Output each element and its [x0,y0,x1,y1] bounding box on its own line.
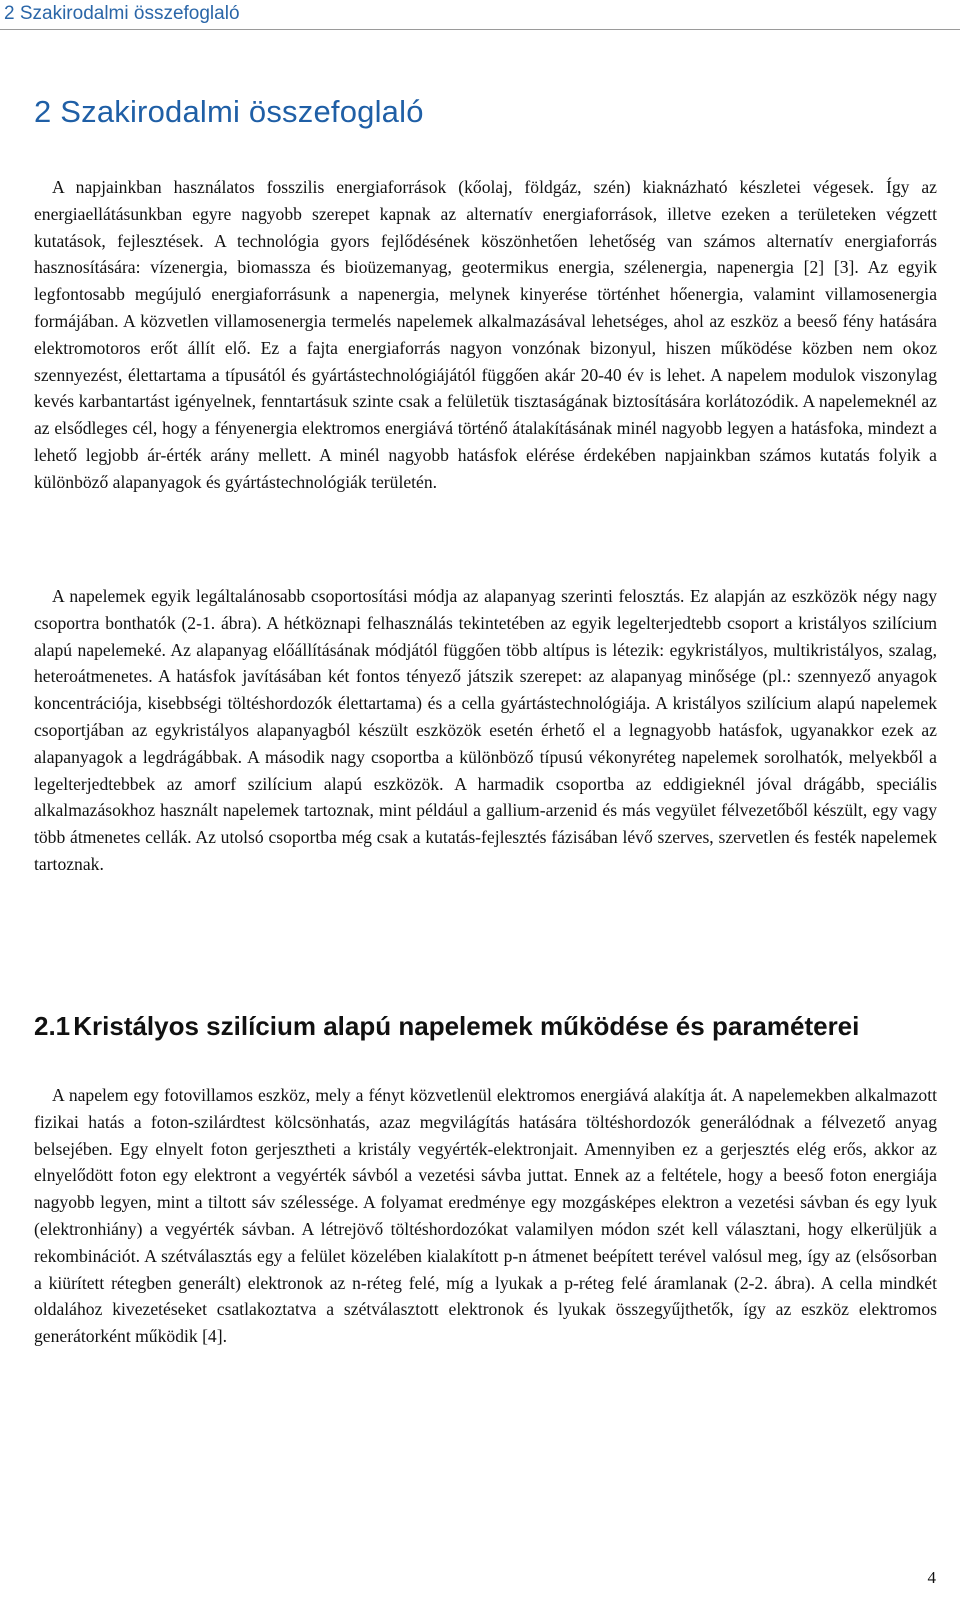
chapter-paragraph-2: A napelemek egyik legáltalánosabb csoportosítási módja az alapanyag szerinti felosztás. Ez alapján az eszközök négy nagy csoportra bonthatók (2-1. ábra). A hétköznapi felhasználás tekintetében az egyik legelterjedtebb csoport a kristályos szilícium alapú napelemeké. Az alapanyag előállításának módjától függően több altípus is létezik: egykristályos, multikristályos, szalag, heteroátmenetes. A hatásfok javításában két fontos tényező játszik szerepet: az alapanyag minősége (pl.: szennyező anyagok koncentrációja, kisebbségi töltéshordozók élettartama) és a cella gyártástechnológiája. A kristályos szilícium alapú napelemek csoportjában az egykristályos alapanyagból készült eszközök esetén érhető el a legnagyobb hatásfok, ugyanakkor ezek az alapanyagok a legdrágábbak. A második nagy csoportba a különböző típusú vékonyréteg napelemek sorolhatók, melyekből a legelterjedtebbek az amorf szilícium alapú eszközök. A harmadik csoportba az eddigieknél jóval drágább, speciális alkalmazásokhoz használt napelemek tartoznak, mint például a gallium-arzenid és más vegyület félvezetőből készült, egy vagy több átmenetes cellák. Az utolsó csoportba még csak a kutatás-fejlesztés fázisában lévő szerves, szervetlen és festék napelemek tartoznak. [34,586,937,874]
section-number: 2.1 [34,1011,71,1041]
chapter-title: 2 Szakirodalmi összefoglaló [34,94,424,129]
running-header [0,0,960,30]
section-heading [34,1011,859,1042]
section-title: Kristályos szilícium alapú napelemek működése és paraméterei [73,1011,860,1041]
chapter-paragraph-1: A napjainkban használatos fosszilis energiaforrások (kőolaj, földgáz, szén) kiaknázható készletei végesek. Így az energiaellátásunkban egyre nagyobb szerepet kapnak az alternatív energiaforrások, illetve ezeken a területeken végzett kutatások, fejlesztések. A technológia gyors fejlődésének köszönhetően lehetőség van számos alternatív energiaforrás hasznosítására: vízenergia, biomassza és bioüzemanyag, geotermikus energia, szélenergia, napenergia [2] [3]. Az egyik legfontosabb megújuló energiaforrásunk a napenergia, melynek kinyerése történhet hőenergia, valamint villamosenergia formájában. A közvetlen villamosenergia termelés napelemek alkalmazásával lehetséges, ahol az eszköz a beeső fény hatására elektromotoros erőt állít elő. Ez a fajta energiaforrás nagyon vonzónak bizonyul, hiszen működése közben nem okoz szennyezést, élettartama a típusától és gyártástechnológiájától függően akár 20-40 év is lehet. A napelem modulok viszonylag kevés karbantartást igényelnek, fenntartásuk szinte csak a felületük tisztaságának biztosítására korlátozódik. A napelemeknél az az elsődleges cél, hogy a fényenergia elektromos energiává történő átalakításának minél nagyobb legyen a hatásfoka, mindezt a lehető legjobb ár-érték arány mellett. A minél nagyobb hatásfok elérése érdekében napjainkban számos kutatás folyik a különböző alapanyagok és gyártástechnológiák területén. [34,177,937,492]
running-header-title: 2 Szakirodalmi összefoglaló [4,3,240,24]
section-paragraph-1: A napelem egy fotovillamos eszköz, mely a fényt közvetlenül elektromos energiává alakítja át. A napelemekben alkalmazott fizikai hatás a foton-szilárdtest kölcsönhatás, azaz megvilágítás hatására töltéshordozók generálódnak a félvezető anyag belsejében. Egy elnyelt foton gerjesztheti a kristály vegyérték-elektronjait. Amennyiben ez a gerjesztés elég erős, akkor az elnyelődött foton egy elektront a vegyérték sávból a vezetési sávba juttat. Ennek az a feltétele, hogy a beeső foton energiája nagyobb legyen, mint a tiltott sáv szélessége. A folyamat eredménye egy mozgásképes elektron a vezetési sávban és egy lyuk (elektronhiány) a vegyérték sávban. A létrejövő töltéshordozókat valamilyen módon szét kell választani, hogy elkerüljük a rekombinációt. A szétválasztás egy a felület közelében kialakított p-n átmenet beépített terével valósul meg, így az (elsősorban a kiürített rétegben generált) elektronok az n-réteg felé, míg a lyukak a p-réteg felé áramlanak (2-2. ábra). A cella mindkét oldalához kivezetéseket csatlakoztatva a szétválasztott elektronok és lyukak összegyűjthetők, így az eszköz elektromos generátorként működik [4]. [34,1085,937,1347]
page-number: 4 [927,1568,936,1587]
